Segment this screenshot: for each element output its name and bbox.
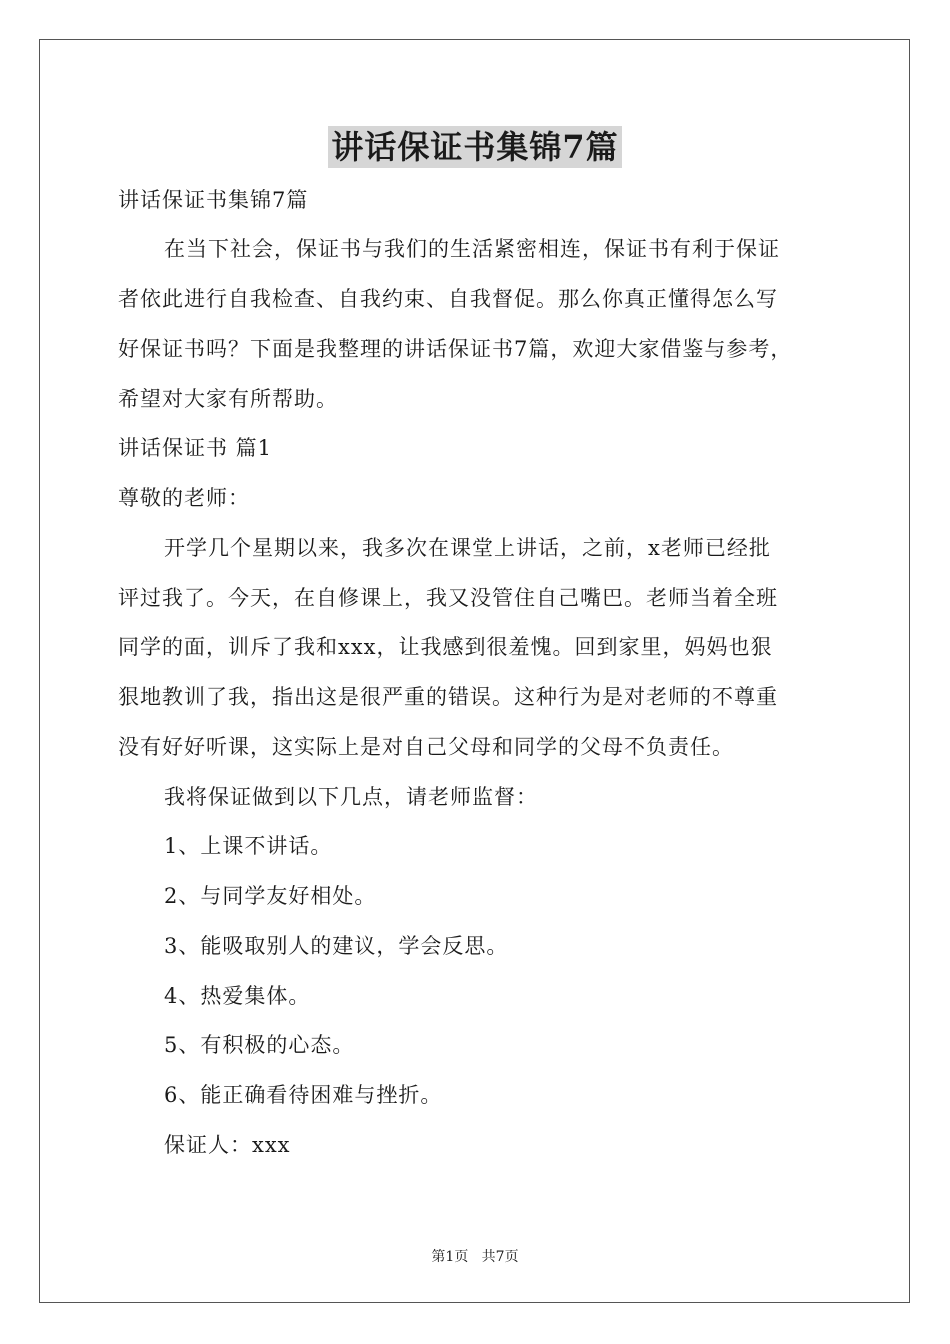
- document-title: 讲话保证书集锦7篇: [328, 126, 621, 168]
- paragraph-line: 评过我了。今天，在自修课上，我又没管住自己嘴巴。老师当着全班: [118, 586, 778, 610]
- paragraph-line: 者依此进行自我检查、自我约束、自我督促。那么你真正懂得怎么写: [118, 287, 778, 311]
- page-border: [39, 39, 910, 1303]
- paragraph-line: 没有好好听课，这实际上是对自己父母和同学的父母不负责任。: [118, 735, 734, 759]
- title-container: [0, 126, 950, 168]
- list-item: 5、有积极的心态。: [164, 1033, 355, 1057]
- signature-line: 保证人：xxx: [164, 1133, 291, 1157]
- list-item: 3、能吸取别人的建议，学会反思。: [164, 934, 509, 958]
- salutation: 尊敬的老师：: [118, 486, 250, 510]
- paragraph-line: 狠地教训了我，指出这是很严重的错误。这种行为是对老师的不尊重: [118, 685, 778, 709]
- section-heading: 讲话保证书 篇1: [118, 436, 273, 460]
- list-item: 1、上课不讲话。: [164, 834, 333, 858]
- page-footer: 第1页 共7页: [431, 1249, 519, 1265]
- paragraph-line: 好保证书吗？下面是我整理的讲话保证书7篇，欢迎大家借鉴与参考，: [118, 337, 793, 361]
- list-item: 2、与同学友好相处。: [164, 884, 377, 908]
- paragraph-line: 开学几个星期以来，我多次在课堂上讲话，之前，x老师已经批: [164, 536, 771, 560]
- paragraph-line: 我将保证做到以下几点，请老师监督：: [164, 785, 538, 809]
- paragraph-line: 同学的面，训斥了我和xxx，让我感到很羞愧。回到家里，妈妈也狠: [118, 635, 773, 659]
- paragraph-line: 希望对大家有所帮助。: [118, 387, 338, 411]
- list-item: 4、热爱集体。: [164, 984, 311, 1008]
- list-item: 6、能正确看待困难与挫折。: [164, 1083, 443, 1107]
- subtitle-line: 讲话保证书集锦7篇: [118, 188, 309, 212]
- paragraph-line: 在当下社会，保证书与我们的生活紧密相连，保证书有利于保证: [164, 237, 780, 261]
